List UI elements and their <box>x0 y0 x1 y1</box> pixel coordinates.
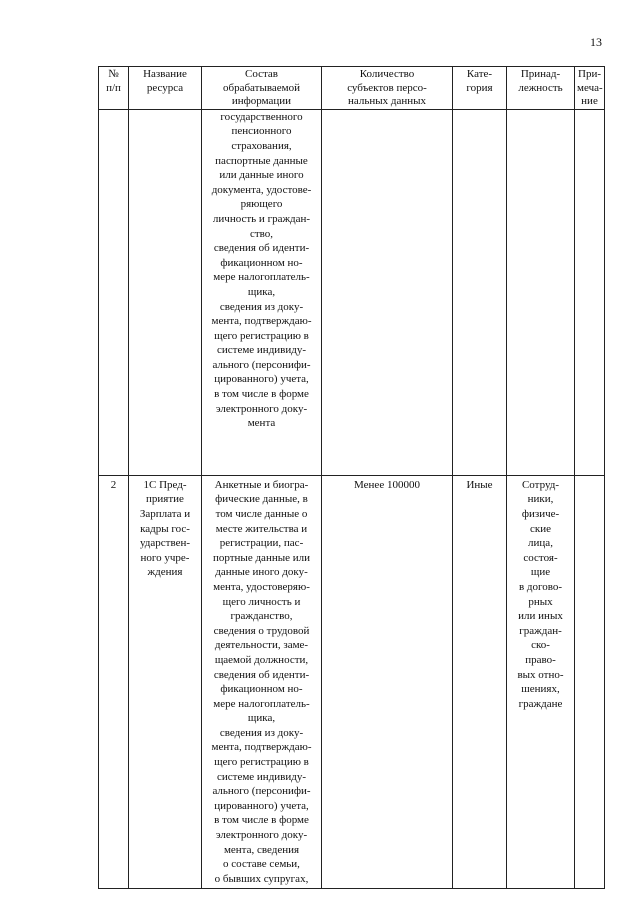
text-line: нальных данных <box>347 95 427 108</box>
table-row-2 <box>99 475 605 889</box>
text-line: ско- <box>531 639 550 652</box>
cell-note <box>575 475 605 889</box>
text-line: кадры гос- <box>140 522 190 535</box>
cell-belonging <box>507 475 575 889</box>
text-line: Зарплата и <box>139 507 191 520</box>
text-line: электронного доку- <box>215 402 308 415</box>
text-line: граждане <box>518 697 563 710</box>
table-header-row <box>99 67 605 110</box>
text-line: Состав <box>244 68 278 80</box>
text-line: состоя- <box>523 551 558 564</box>
cell-resource-name <box>129 109 202 475</box>
text-line: пенсионного <box>231 125 292 138</box>
header-information-composition <box>202 67 322 110</box>
text-line: мента, сведения <box>223 843 300 856</box>
text-line: щего личность и <box>222 595 301 608</box>
text-line: сведения об иденти- <box>213 668 310 681</box>
text-line: мере налогоплатель- <box>213 697 310 710</box>
text-line: Количество <box>359 68 415 80</box>
cell-category <box>453 109 507 475</box>
page-number: 13 <box>590 35 602 49</box>
text-line: ударствен- <box>139 537 191 550</box>
cell-resource-name <box>129 475 202 889</box>
header-belonging <box>507 67 575 110</box>
text-line: системе индивиду- <box>216 344 307 357</box>
cell-information-composition <box>202 109 322 475</box>
text-line: в том числе в форме <box>214 388 309 401</box>
text-line: данные иного доку- <box>215 566 308 579</box>
text-line: в том числе в форме <box>214 814 309 827</box>
text-line: регистрации, пас- <box>219 537 304 550</box>
text-line: щика, <box>247 712 276 725</box>
text-line: сведения об иденти- <box>213 242 310 255</box>
text-line: фические данные, в <box>215 493 308 506</box>
text-line: п/п <box>106 81 121 94</box>
text-line: ального (персонифи- <box>212 785 311 798</box>
text-line: о бывших супругах, <box>214 872 309 885</box>
text-line: гражданство, <box>230 610 293 623</box>
text-line: Кате- <box>466 68 493 80</box>
text-line: вых отно- <box>517 668 564 681</box>
text-line: Анкетные и биогра- <box>214 478 309 491</box>
header-subjects-count <box>322 67 453 110</box>
text-line: право- <box>525 653 556 666</box>
header-resource-name <box>129 67 202 110</box>
text-line: лежность <box>518 81 563 94</box>
text-line: государственного <box>220 110 303 123</box>
cell-category: Иные <box>453 475 507 889</box>
text-line: том числе данные о <box>215 507 308 520</box>
text-line: мента <box>247 417 276 430</box>
cell-number <box>99 109 129 475</box>
text-line: субъектов персо- <box>347 81 427 94</box>
header-number <box>99 67 129 110</box>
text-line: приятие <box>146 493 184 506</box>
text-line: рных <box>528 595 553 608</box>
text-line: цированного) учета, <box>214 799 309 812</box>
cell-belonging <box>507 109 575 475</box>
text-line: щего регистрацию в <box>214 756 309 769</box>
text-line: граждан- <box>519 624 562 637</box>
text-line: ние <box>581 95 598 108</box>
text-line: ждения <box>147 566 183 579</box>
cell-note <box>575 109 605 475</box>
table-row-continuation <box>99 109 605 475</box>
text-line: страхования, <box>231 139 292 152</box>
text-line: фикационном но- <box>220 683 303 696</box>
text-line: деятельности, заме- <box>214 639 309 652</box>
text-line: или иных <box>518 610 563 623</box>
text-line: 1С Пред- <box>143 478 187 491</box>
text-line: ские <box>530 522 551 535</box>
personal-data-resources-table <box>98 66 605 889</box>
text-line: личность и граждан- <box>212 212 311 225</box>
text-line: ники, <box>527 493 554 506</box>
text-line: мента, удостоверяю- <box>213 580 310 593</box>
text-line: ального (персонифи- <box>212 358 311 371</box>
text-line: шениях, <box>521 683 560 696</box>
text-line: ресурса <box>146 81 184 94</box>
text-line: или данные иного <box>219 169 304 182</box>
cell-subjects-count <box>322 109 453 475</box>
text-line: фикационном но- <box>220 256 303 269</box>
header-note <box>575 67 605 110</box>
text-line: № <box>108 68 119 80</box>
text-line: системе индивиду- <box>216 770 307 783</box>
header-category <box>453 67 507 110</box>
text-line: щего регистрацию в <box>214 329 309 342</box>
text-line: обрабатываемой <box>222 81 301 94</box>
text-line: мента, подтверждаю- <box>211 741 312 754</box>
text-line: ство, <box>249 227 274 240</box>
text-line: сведения из доку- <box>219 300 304 313</box>
text-line: паспортные данные <box>215 154 308 167</box>
text-line: сведения о трудовой <box>213 624 310 637</box>
text-line: мере налогоплатель- <box>213 271 310 284</box>
text-line: При- <box>578 68 601 80</box>
text-line: мента, подтверждаю- <box>211 315 312 328</box>
text-line: щаемой должности, <box>214 653 309 666</box>
text-line: Название <box>143 68 187 80</box>
text-line: щие <box>530 566 551 579</box>
text-line: месте жительства и <box>215 522 308 535</box>
text-line: цированного) учета, <box>214 373 309 386</box>
text-line: ряющего <box>240 198 283 211</box>
text-line: ного учре- <box>140 551 190 564</box>
text-line: документа, удостове- <box>211 183 312 196</box>
text-line: меча- <box>577 81 603 94</box>
text-line: в догово- <box>518 580 563 593</box>
text-line: портные данные или <box>213 551 310 564</box>
text-line: лица, <box>528 537 553 550</box>
cell-number: 2 <box>99 475 129 889</box>
text-line: информации <box>231 95 292 108</box>
text-line: щика, <box>247 285 276 298</box>
text-line: электронного доку- <box>215 829 308 842</box>
text-line: физиче- <box>521 507 560 520</box>
cell-information-composition <box>202 475 322 889</box>
text-line: Принад- <box>520 68 561 80</box>
text-line: сведения из доку- <box>219 726 304 739</box>
text-line: Сотруд- <box>521 478 560 491</box>
text-line: гория <box>466 81 493 94</box>
text-line: о составе семьи, <box>223 858 300 871</box>
cell-subjects-count: Менее 100000 <box>322 475 453 889</box>
